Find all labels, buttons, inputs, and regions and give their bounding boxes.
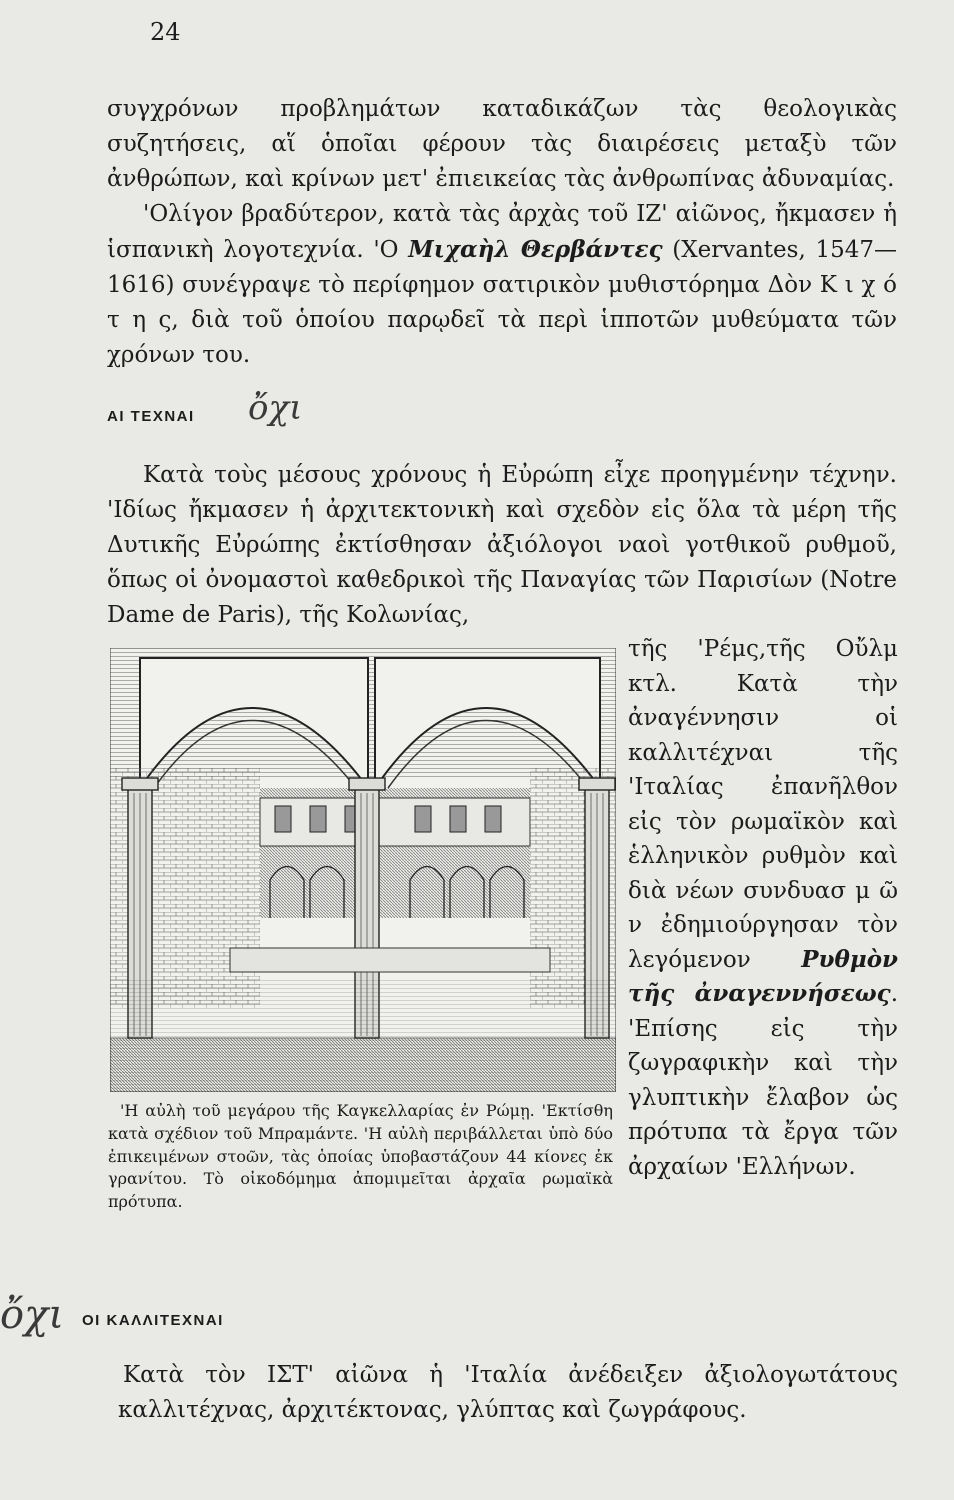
artists-paragraph <box>118 1358 898 1428</box>
wrapped-column-text <box>628 632 898 1184</box>
arts-text: Κατὰ τοὺς μέσους χρόνους ἡ Εὐρώπη εἶχε προηγμένην τέχνην. 'Ιδίως ἤκμασεν ἡ ἀρχιτεκτονικὴ καὶ σχεδὸν εἰς ὅλα τὰ μέρη τῆς Δυτικῆς Εὐρώπης ἐκτίσθησαν ἀξιόλογοι ναοὶ γοτθικοῦ ρυθμοῦ, ὅπως οἱ ὀνομαστοὶ καθεδρικοὶ τῆς Παναγίας τῶν Παρισίων (Notre Dame de Paris), τῆς Κολωνίας, <box>107 462 897 628</box>
wrap-text-start: τῆς 'Ρέμς,τῆς Οὔλμ κτλ. Κατὰ τὴν ἀναγέννησιν οἱ καλλιτέχναι τῆς 'Ιταλίας ἐπανῆλθον εἰς τὸν ρωμαϊκὸν καὶ ἑλληνικὸν ρυθμὸν καὶ διὰ νέων συνδυασ μ ῶ ν ἐδημιούργησαν τὸν λεγόμενον <box>628 636 898 973</box>
renaissance-style-term: Ρυθμὸν τῆς ἀναγεννήσεως <box>628 945 898 1007</box>
intro-paragraph-1 <box>107 92 897 197</box>
artists-handwritten-note: ὄχι <box>0 1292 65 1338</box>
arts-heading: ΑΙ ΤΕΧΝΑΙ <box>107 408 195 425</box>
artists-text: Κατὰ τὸν ΙΣΤ' αἰῶνα ἡ 'Ιταλία ἀνέδειξεν ἀξιολογωτάτους καλλιτέχνας, ἀρχιτέκτονας, γλύπτας καὶ ζωγράφους. <box>118 1362 898 1423</box>
figure-caption <box>108 1100 613 1214</box>
cervantes-name: Μιχαὴλ Θερβάντες <box>408 236 663 263</box>
wrap-text-end: . 'Επίσης εἰς τὴν ζωγραφικὴν καὶ τὴν γλυπτικὴν ἔλαβον ὡς πρότυπα τὰ ἔργα τῶν ἀρχαίων 'Ελλήνων. <box>628 981 898 1180</box>
parapet <box>230 948 550 972</box>
artists-heading: ΟΙ ΚΑΛΛΙΤΕΧΝΑΙ <box>82 1312 224 1329</box>
arts-paragraph <box>107 458 897 633</box>
figure-caption-text: 'Η αὐλὴ τοῦ μεγάρου τῆς Καγκελλαρίας ἐν Ρώμῃ. 'Εκτίσθη κατὰ σχέδιον τοῦ Μπραμάντε. 'Η αὐλὴ περιβάλλεται ὑπὸ δύο ἐπικειμένων στοῶν, τὰς ὁποίας ὑποβαστάζουν 44 κίονες ἐκ γρανίτου. Τὸ οἰκοδόμημα ἀπομιμεῖται ἀρχαῖα ρωμαϊκὰ πρότυπα. <box>108 1101 613 1212</box>
foreground-balustrade <box>110 1038 616 1092</box>
page-number: 24 <box>150 18 181 46</box>
arts-handwritten-note: ὄχι <box>248 388 303 428</box>
courtyard-engraving <box>110 648 616 1092</box>
intro-paragraph-2 <box>107 197 897 373</box>
intro-text-2a: 'Ολίγον βραδύτερον, κατὰ τὰς ἀρχὰς τοῦ ΙΖ' αἰῶνος, ἤκμασεν ἡ ἱσπανικὴ λογοτεχνία. 'Ο <box>107 201 897 263</box>
intro-text-2b: (Xervantes, 1547—1616) συνέγραψε τὸ περίφημον σατιρικὸν μυθιστόρημα Δὸν Κ ι χ ό τ η ς, διὰ τοῦ ὁποίου παρῳδεῖ τὰ περὶ ἱπποτῶν μυθεύματα τῶν χρόνων του. <box>107 237 897 368</box>
intro-text-1: συγχρόνων προβλημάτων καταδικάζων τὰς θεολογικὰς συζητήσεις, αἵ ὁποῖαι φέρουν τὰς διαιρέσεις μεταξὺ τῶν ἀνθρώπων, καὶ κρίνων μετ' ἐπιεικείας τὰς ἀνθρωπίνας ἀδυναμίας. <box>107 96 897 192</box>
